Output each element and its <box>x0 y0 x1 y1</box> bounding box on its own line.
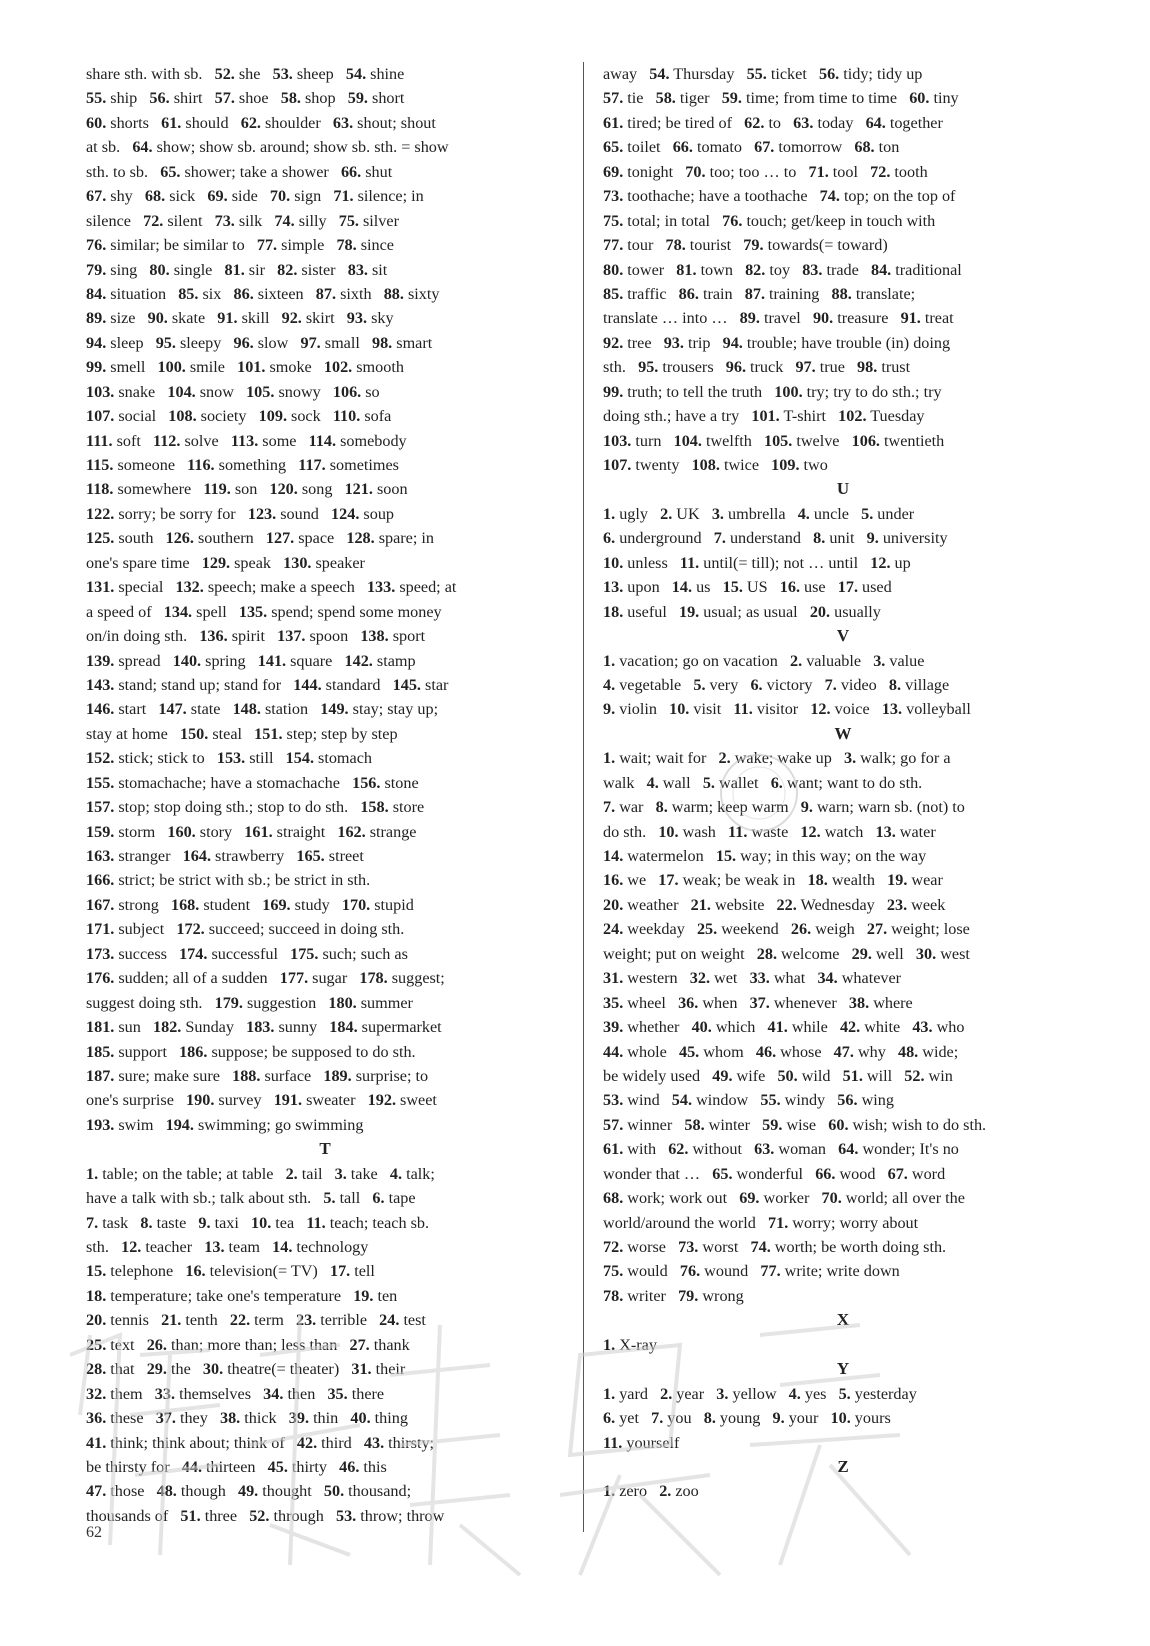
vocab-line: have a talk with sb.; talk about sth. 5. tall 6. tape <box>86 1189 416 1208</box>
vocab-line: 77. tour 78. tourist 79. towards(= toward) <box>603 236 888 255</box>
vocab-line: 65. toilet 66. tomato 67. tomorrow 68. ton <box>603 138 900 157</box>
vocab-line: 99. smell 100. smile 101. smoke 102. smooth <box>86 358 404 377</box>
vocab-line: 171. subject 172. succeed; succeed in doing sth. <box>86 920 405 939</box>
vocab-line: 122. sorry; be sorry for 123. sound 124. soup <box>86 504 395 523</box>
vocab-line: 115. someone 116. something 117. sometimes <box>86 456 399 474</box>
vocab-line: 78. writer 79. wrong <box>603 1286 744 1305</box>
vocab-line: 152. stick; stick to 153. still 154. stomach <box>86 749 372 768</box>
vocab-line: 7. war 8. warm; keep warm 9. warn; warn sb. (not) to <box>603 798 965 817</box>
vocab-line: 80. tower 81. town 82. toy 83. trade 84. traditional <box>603 260 962 279</box>
vocab-line: 16. we 17. weak; be weak in 18. wealth 19. wear <box>603 871 943 890</box>
vocab-line: 53. wind 54. window 55. windy 56. wing <box>603 1091 894 1110</box>
vocab-line: 103. turn 104. twelfth 105. twelve 106. twentieth <box>603 431 945 450</box>
vocab-line: 61. with 62. without 63. woman 64. wonder; It's no <box>603 1140 959 1159</box>
vocab-line: suggest doing sth. 179. suggestion 180. summer <box>86 993 413 1012</box>
page-number: 62 <box>86 1524 102 1541</box>
vocab-line: 187. sure; make sure 188. surface 189. surprise; to <box>86 1066 429 1085</box>
vocab-line: 173. success 174. successful 175. such; such as <box>86 944 408 963</box>
vocab-line: 75. would 76. wound 77. write; write down <box>603 1262 900 1281</box>
vocab-line: 47. those 48. though 49. thought 50. thousand; <box>86 1482 412 1501</box>
vocab-line: 11. yourself <box>603 1433 680 1452</box>
vocab-line: 92. tree 93. trip 94. trouble; have trouble (in) doing <box>603 333 951 352</box>
vocab-line: 1. table; on the table; at table 2. tail 3. take 4. talk; <box>86 1164 435 1183</box>
vocab-line: 57. winner 58. winter 59. wise 60. wish; wish to do sth. <box>603 1115 987 1134</box>
vocab-line: 18. temperature; take one's temperature 19. ten <box>86 1286 398 1305</box>
vocab-line: 107. social 108. society 109. sock 110. sofa <box>86 407 392 426</box>
vocab-line: be widely used 49. wife 50. wild 51. will 52. win <box>603 1066 953 1085</box>
vocab-line: 14. watermelon 15. way; in this way; on the way <box>603 847 927 865</box>
vocab-line: 1. X-ray <box>603 1335 657 1354</box>
vocab-line: 55. ship 56. shirt 57. shoe 58. shop 59. short <box>86 89 405 108</box>
vocab-line: 6. underground 7. understand 8. unit 9. university <box>603 529 948 548</box>
vocab-line: one's spare time 129. speak 130. speaker <box>86 553 365 572</box>
vocab-line: 25. text 26. than; more than; less than 27. thank <box>86 1335 410 1354</box>
vocab-line: 39. whether 40. which 41. while 42. white 43. who <box>603 1018 965 1037</box>
vocab-line: 167. strong 168. student 169. study 170. stupid <box>86 895 414 914</box>
vocab-line: away 54. Thursday 55. ticket 56. tidy; tidy up <box>603 65 923 83</box>
vocab-line: sth. 12. teacher 13. team 14. technology <box>86 1238 369 1256</box>
vocab-line: on/in doing sth. 136. spirit 137. spoon 138. sport <box>86 627 426 646</box>
vocab-line: 185. support 186. suppose; be supposed to do sth. <box>86 1042 416 1061</box>
vocab-line: 9. violin 10. visit 11. visitor 12. voice 13. volleyball <box>603 700 971 719</box>
vocab-line: 13. upon 14. us 15. US 16. use 17. used <box>603 578 892 597</box>
section-letter-heading: X <box>836 1310 850 1330</box>
vocab-line: 139. spread 140. spring 141. square 142. stamp <box>86 651 416 670</box>
vocab-line: at sb. 64. show; show sb. around; show sb. sth. = show <box>86 138 449 157</box>
vocab-line: 89. size 90. skate 91. skill 92. skirt 93. sky <box>86 309 394 328</box>
vocab-line: 163. stranger 164. strawberry 165. street <box>86 847 364 865</box>
vocab-line: 84. situation 85. six 86. sixteen 87. sixth 88. sixty <box>86 284 440 303</box>
vocab-line: 131. special 132. speech; make a speech 133. speed; at <box>86 578 457 597</box>
vocab-line: 28. that 29. the 30. theatre(= theater) 31. their <box>86 1360 406 1379</box>
right-column <box>603 62 1083 1504</box>
vocab-line: 44. whole 45. whom 46. whose 47. why 48. wide; <box>603 1042 959 1061</box>
section-letter-heading: Z <box>837 1456 849 1476</box>
vocab-line: be thirsty for 44. thirteen 45. thirty 46. this <box>86 1457 387 1476</box>
vocab-line: thousands of 51. three 52. through 53. throw; throw <box>86 1506 445 1525</box>
vocab-line: 159. storm 160. story 161. straight 162. strange <box>86 822 417 841</box>
vocab-line: a speed of 134. spell 135. spend; spend some money <box>86 602 442 621</box>
vocab-line: world/around the world 71. worry; worry about <box>603 1213 919 1232</box>
vocab-line: 20. tennis 21. tenth 22. term 23. terrible 24. test <box>86 1311 426 1330</box>
vocab-line: 24. weekday 25. weekend 26. weigh 27. weight; lose <box>603 920 970 939</box>
vocab-line: sth. to sb. 65. shower; take a shower 66. shut <box>86 162 393 181</box>
vocab-line: 15. telephone 16. television(= TV) 17. tell <box>86 1262 375 1281</box>
vocab-line: stay at home 150. steal 151. step; step by step <box>86 724 398 743</box>
vocab-line: 107. twenty 108. twice 109. two <box>603 456 828 474</box>
vocab-line: 31. western 32. wet 33. what 34. whatever <box>603 969 902 988</box>
vocab-line: 69. tonight 70. too; too … to 71. tool 72. tooth <box>603 162 928 181</box>
vocab-line: 7. task 8. taste 9. taxi 10. tea 11. teach; teach sb. <box>86 1213 430 1232</box>
section-letter-heading: Y <box>836 1359 850 1379</box>
vocab-line: 118. somewhere 119. son 120. song 121. soon <box>86 480 408 499</box>
vocab-line: 1. zero 2. zoo <box>603 1482 699 1501</box>
section-letter-heading: T <box>319 1139 331 1159</box>
vocab-line: 57. tie 58. tiger 59. time; from time to time 60. tiny <box>603 89 959 108</box>
vocab-line: 18. useful 19. usual; as usual 20. usually <box>603 602 881 621</box>
vocab-line: 1. wait; wait for 2. wake; wake up 3. walk; go for a <box>603 749 951 768</box>
vocab-line: 176. sudden; all of a sudden 177. sugar 178. suggest; <box>86 969 445 988</box>
vocab-line: 103. snake 104. snow 105. snowy 106. so <box>86 382 380 401</box>
vocab-line: 94. sleep 95. sleepy 96. slow 97. small 98. smart <box>86 333 433 352</box>
section-letter-heading: W <box>834 723 852 743</box>
vocab-line: 10. unless 11. until(= till); not … until 12. up <box>603 553 911 572</box>
vocab-line: 67. shy 68. sick 69. side 70. sign 71. silence; in <box>86 187 424 206</box>
vocab-line: 20. weather 21. website 22. Wednesday 23. week <box>603 895 946 914</box>
vocab-line: 4. vegetable 5. very 6. victory 7. video 8. village <box>603 675 950 694</box>
watermark-graphic <box>60 1295 960 1595</box>
vocab-line: sth. 95. trousers 96. truck 97. true 98. trust <box>603 358 911 377</box>
vocab-line: 73. toothache; have a toothache 74. top; on the top of <box>603 187 956 206</box>
vocab-line: one's surprise 190. survey 191. sweater 192. sweet <box>86 1091 437 1110</box>
vocab-line: 60. shorts 61. should 62. shoulder 63. shout; shout <box>86 113 436 132</box>
vocab-line: share sth. with sb. 52. she 53. sheep 54. shine <box>86 65 405 83</box>
vocab-line: 61. tired; be tired of 62. to 63. today 64. together <box>603 113 943 132</box>
vocab-line: translate … into … 89. travel 90. treasure 91. treat <box>603 309 954 328</box>
section-letter-heading: V <box>836 626 850 646</box>
vocab-line: 36. these 37. they 38. thick 39. thin 40. thing <box>86 1409 408 1428</box>
vocab-line: 68. work; work out 69. worker 70. world; all over the <box>603 1189 965 1208</box>
vocab-line: 99. truth; to tell the truth 100. try; try to do sth.; try <box>603 382 942 401</box>
section-letter-heading: U <box>836 479 850 499</box>
vocab-line: 1. ugly 2. UK 3. umbrella 4. uncle 5. under <box>603 504 915 523</box>
vocab-line: 32. them 33. themselves 34. then 35. there <box>86 1384 385 1403</box>
vocab-line: 146. start 147. state 148. station 149. stay; stay up; <box>86 700 439 719</box>
vocab-line: 1. yard 2. year 3. yellow 4. yes 5. yesterday <box>603 1384 917 1403</box>
vocab-line: walk 4. wall 5. wallet 6. want; want to do sth. <box>603 773 923 792</box>
vocab-line: weight; put on weight 28. welcome 29. well 30. west <box>603 944 970 963</box>
vocab-line: 72. worse 73. worst 74. worth; be worth doing sth. <box>603 1238 947 1256</box>
vocab-line: doing sth.; have a try 101. T-shirt 102. Tuesday <box>603 407 925 426</box>
vocab-line: 143. stand; stand up; stand for 144. standard 145. star <box>86 675 449 694</box>
vocab-line: 75. total; in total 76. touch; get/keep in touch with <box>603 211 936 230</box>
vocab-line: 79. sing 80. single 81. sir 82. sister 83. sit <box>86 260 388 279</box>
vocab-line: 85. traffic 86. train 87. training 88. translate; <box>603 284 916 303</box>
vocab-line: 111. soft 112. solve 113. some 114. somebody <box>86 431 407 450</box>
vocab-line: 193. swim 194. swimming; go swimming <box>86 1115 364 1134</box>
vocab-line: 155. stomachache; have a stomachache 156. stone <box>86 773 419 792</box>
vocab-line: 157. stop; stop doing sth.; stop to do sth. 158. store <box>86 798 425 817</box>
vocab-line: 125. south 126. southern 127. space 128. spare; in <box>86 529 435 548</box>
vocab-line: do sth. 10. wash 11. waste 12. watch 13. water <box>603 822 936 841</box>
vocab-line: 166. strict; be strict with sb.; be strict in sth. <box>86 871 371 890</box>
vocab-line: 41. think; think about; think of 42. third 43. thirsty; <box>86 1433 435 1452</box>
vocab-line: 1. vacation; go on vacation 2. valuable 3. value <box>603 651 925 670</box>
vocab-line: 35. wheel 36. when 37. whenever 38. where <box>603 993 913 1012</box>
vocab-line: wonder that … 65. wonderful 66. wood 67. word <box>603 1164 946 1183</box>
seal-stamp <box>716 750 802 836</box>
vocab-line: 76. similar; be similar to 77. simple 78. since <box>86 236 394 255</box>
vocab-line: 6. yet 7. you 8. young 9. your 10. yours <box>603 1409 891 1428</box>
vocab-line: silence 72. silent 73. silk 74. silly 75. silver <box>86 211 399 230</box>
vocab-line: 181. sun 182. Sunday 183. sunny 184. supermarket <box>86 1018 442 1037</box>
